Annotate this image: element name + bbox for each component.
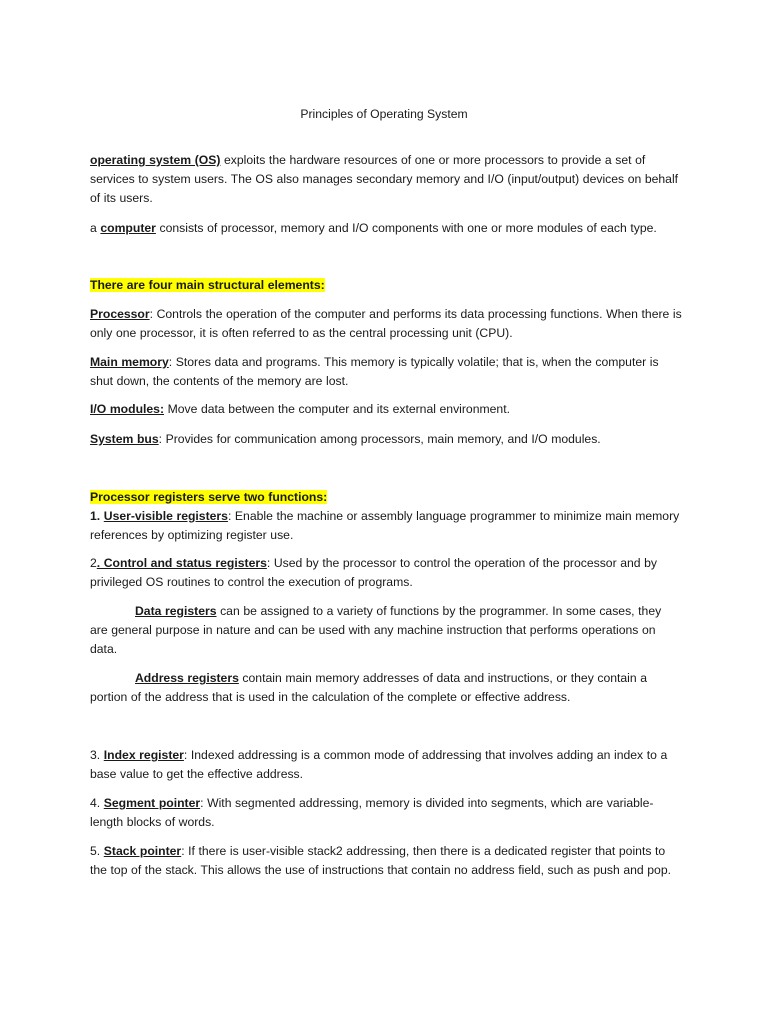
user-visible-text: : Enable the machine or assembly language programmer to minimize main memory references by optimizing register use. [90,509,680,542]
structural-heading [90,276,325,295]
main-memory-text: : Stores data and programs. This memory is typically volatile; that is, when the computer is shut down, the contents of the memory are lost. [90,355,659,388]
system-bus-text: : Provides for communication among processors, main memory, and I/O modules. [158,432,601,446]
processor-text: : Controls the operation of the computer and performs its data processing functions. When there is only one processor, it is often referred to as the central processing unit (CPU). [90,307,682,340]
index-register-item [90,746,682,784]
index-register-term: Index register [103,748,184,762]
computer-term: computer [100,221,156,235]
address-registers-term: Address registers [135,671,239,685]
segment-pointer-term: Segment pointer [103,796,201,810]
io-modules-item [90,400,682,419]
stack-pointer-term: Stack pointer [103,844,182,858]
main-memory-term: Main memory [90,355,169,369]
processor-term: Processor [90,307,150,321]
processor-item [90,305,682,343]
computer-prefix: a [90,221,101,235]
segment-pointer-number: 4. [90,796,104,810]
data-registers-item [90,602,682,659]
os-definition-text: exploits the hardware resources of one or more processors to provide a set of services to system users. The OS also manages secondary memory and I/O (input/output) devices on behalf of its users. [90,153,679,205]
page-title: Principles of Operating System [300,107,468,122]
segment-pointer-text: : With segmented addressing, memory is divided into segments, which are variable-length blocks of words. [90,796,654,829]
io-modules-text: Move data between the computer and its external environment. [164,402,510,416]
system-bus-term: System bus [90,432,159,446]
user-visible-number: 1. [90,509,104,523]
system-bus-item [90,430,682,449]
address-registers-text: contain main memory addresses of data and instructions, or they contain a portion of the address that is used in the calculation of the complete or effective address. [90,671,648,704]
index-register-text: : Indexed addressing is a common mode of addressing that involves adding an index to a base value to get the effective address. [90,748,668,781]
structural-heading-text: There are four main structural elements: [90,278,325,292]
control-status-text: : Used by the processor to control the operation of the processor and by privileged OS routines to control the execution of programs. [90,556,658,589]
index-register-number: 3. [90,748,104,762]
stack-pointer-item [90,842,682,880]
control-status-number: 2 [90,556,97,570]
registers-heading-text: Processor registers serve two functions: [90,490,328,504]
data-registers-term: Data registers [135,604,217,618]
segment-pointer-item [90,794,682,832]
main-memory-item [90,353,682,391]
stack-pointer-number: 5. [90,844,104,858]
user-visible-item [90,507,682,545]
control-status-term: . Control and status registers [96,556,267,570]
io-modules-term: I/O modules: [90,402,165,416]
registers-heading [90,488,327,507]
data-registers-text: can be assigned to a variety of functions by the programmer. In some cases, they are general purpose in nature and can be used with any machine instruction that performs operations on data. [90,604,662,656]
control-status-item [90,554,682,592]
computer-definition-text: consists of processor, memory and I/O components with one or more modules of each type. [155,221,657,235]
computer-definition [90,219,690,238]
user-visible-term: User-visible registers [103,509,228,523]
os-definition [90,151,682,208]
stack-pointer-text: : If there is user-visible stack2 addressing, then there is a dedicated register that points to the top of the stack. This allows the use of instructions that contain no address field, such as push and pop. [90,844,671,877]
address-registers-item [90,669,682,707]
os-term: operating system (OS) [90,153,221,167]
